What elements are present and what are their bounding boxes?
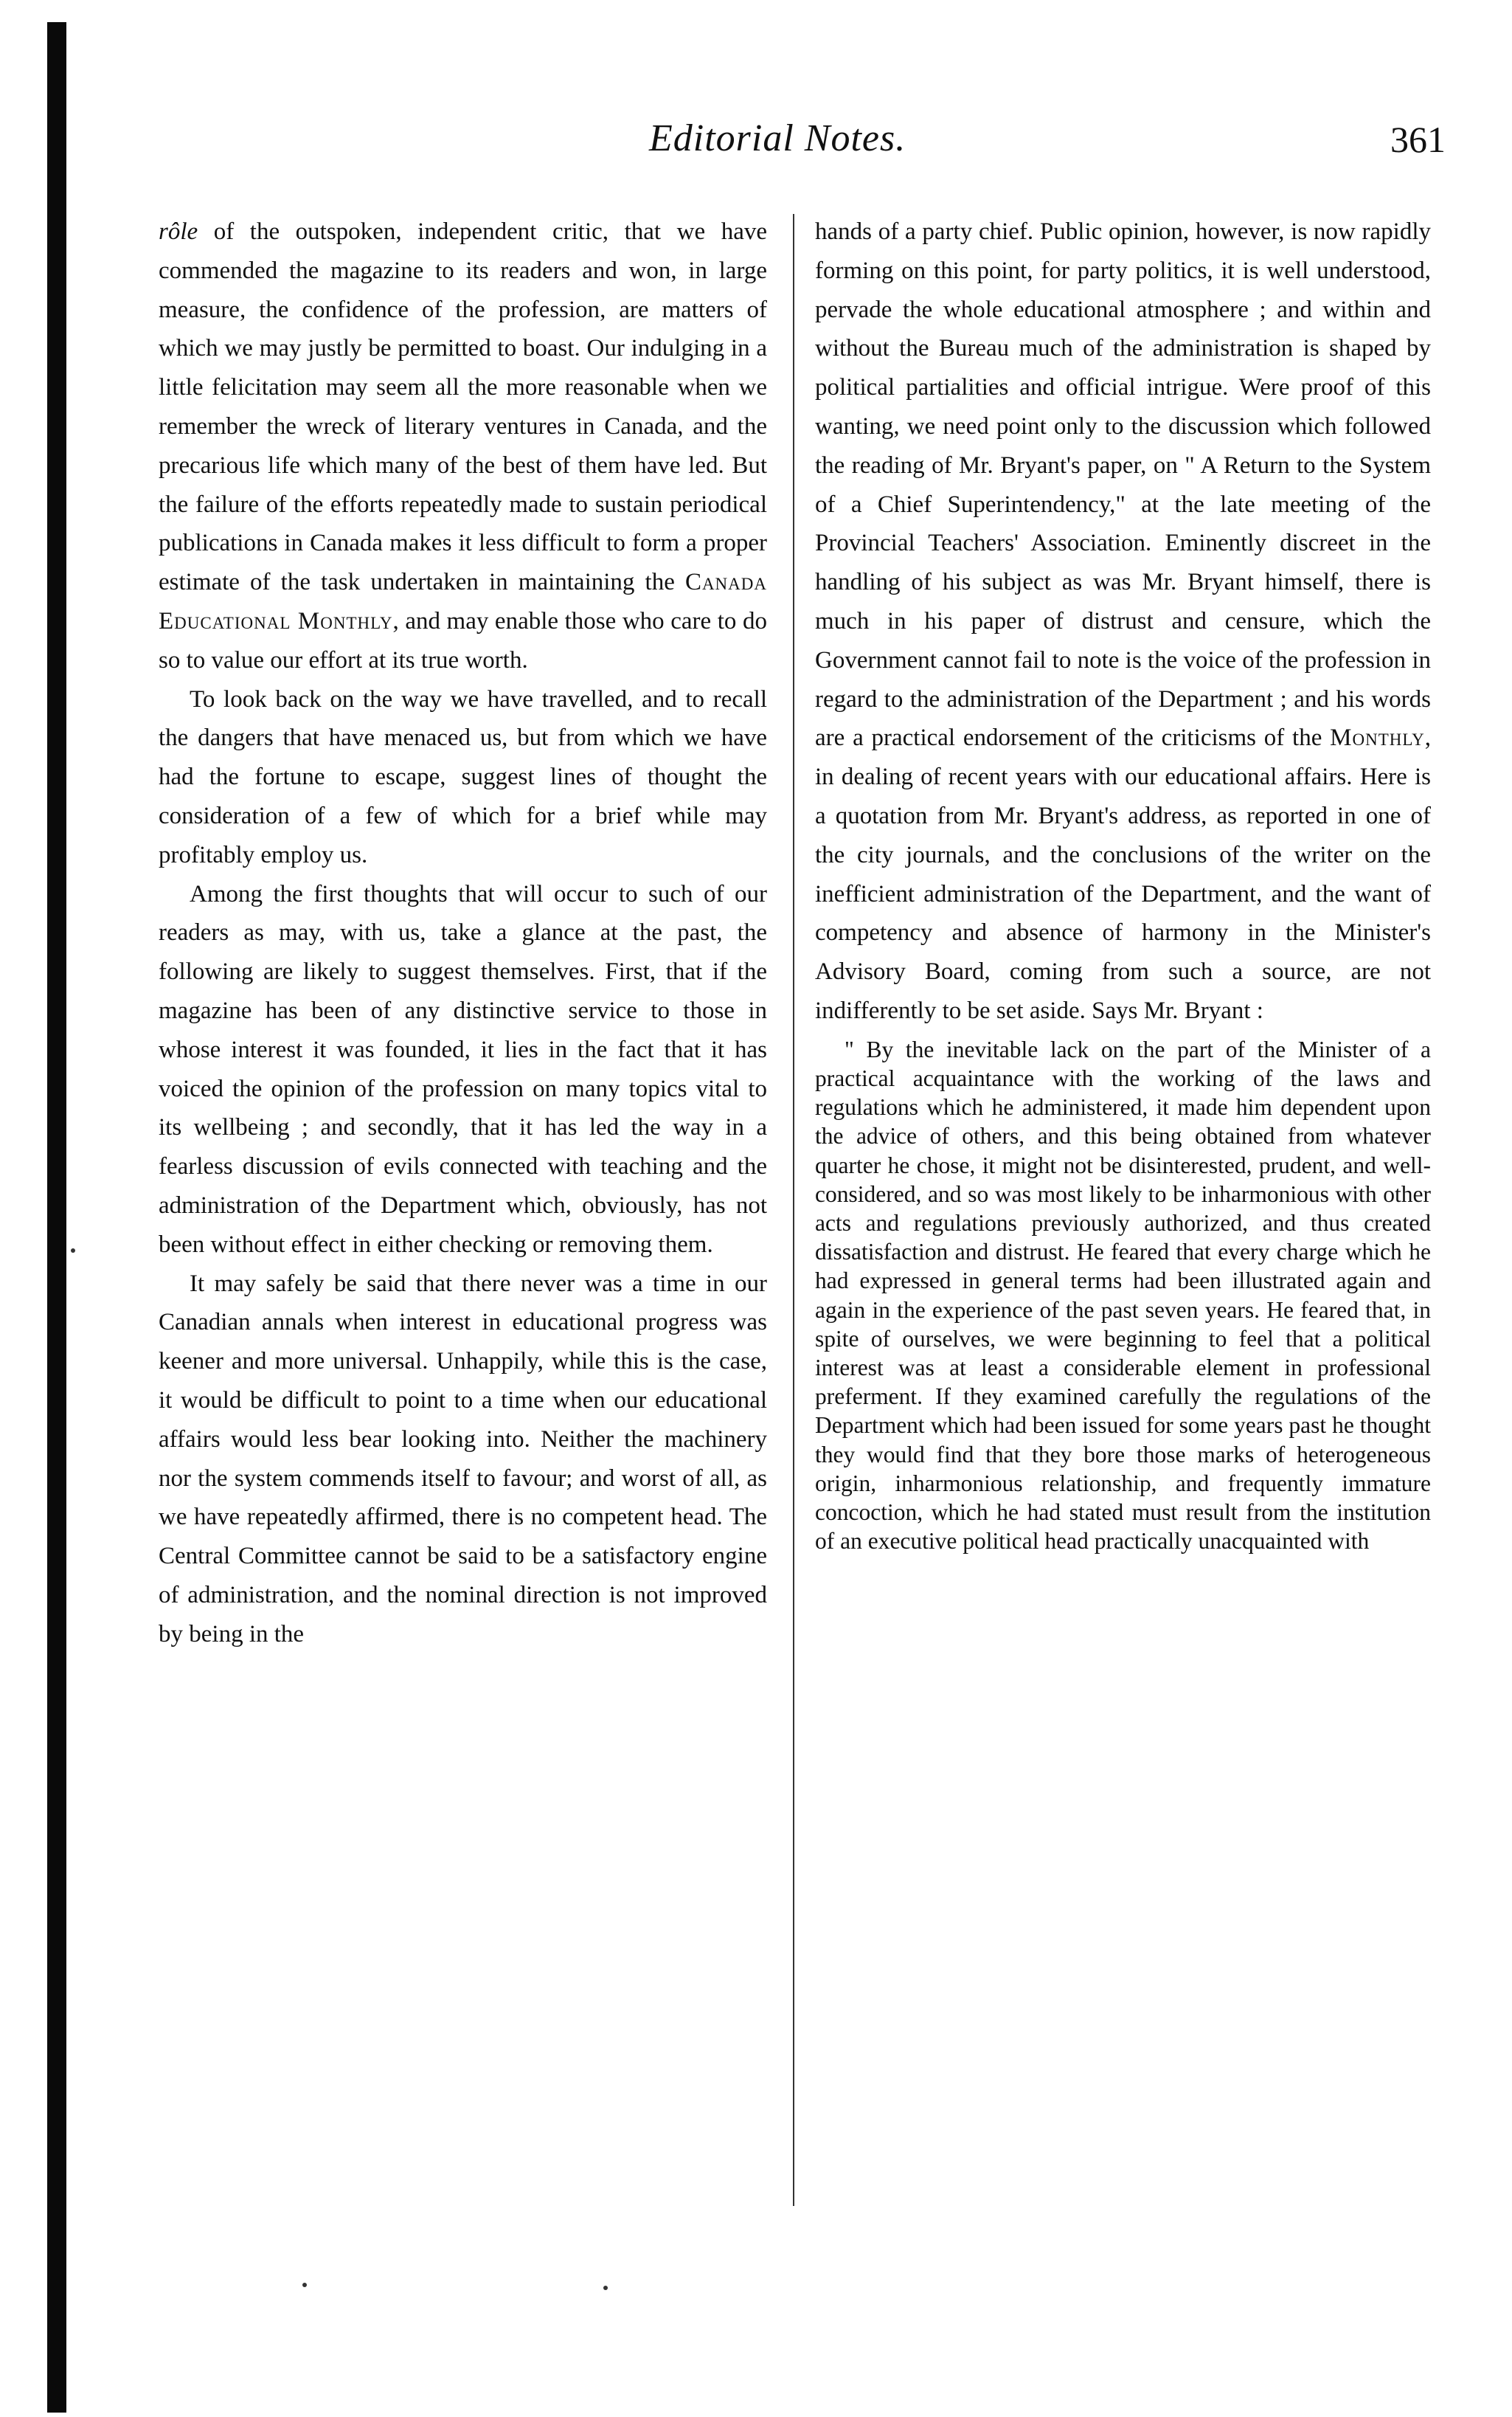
magazine-name: Canada Educational Monthly <box>159 569 767 634</box>
column-divider <box>793 214 794 2206</box>
print-speck <box>71 1248 75 1253</box>
italic-word: rôle <box>159 218 198 245</box>
paragraph-text: , and may enable those who care to do so to value our effort at its true worth. <box>159 607 767 674</box>
paragraph-text: hands of a party chief. Public opinion, however, is now rapidly forming on this point, for party politics, it is well understood, pervade the whole educational atmosphere ; and within and without the Bureau much of the administration is shaped by political partialities and official intrigue. Were proof of this wanting, we need point only to the discussion which followed the reading of Mr. Bryant's paper, on " A Return to the System of a Chief Superintendency," at the late meeting of the Provincial Teachers' Association. Eminently discreet in the handling of his subject as was Mr. Bryant himself, there is much in his paper of distrust and censure, which the Government cannot fail to note is the voice of the profession in regard to the administration of the Department ; and his words are a practical endorsement of the criticisms of the <box>815 218 1431 752</box>
print-speck <box>603 2286 608 2290</box>
running-head: Editorial Notes. <box>649 117 906 159</box>
right-column <box>815 212 1431 1555</box>
page-header <box>155 117 1446 176</box>
paragraph: Among the first thoughts that will occur to such of our readers as may, with us, take a glance at the past, the following are likely to suggest themselves. First, that if the magazine has been of any distinctive service to those in whose interest it was founded, it lies in the fact that it has voiced the opinion of the profession on many topics vital to its wellbeing ; and secondly, that it has led the way in a fearless discussion of evils connected with teaching and the administration of the Department which, obviously, has not been without effect in either checking or removing them. <box>159 880 767 1258</box>
paragraph: It may safely be said that there never was a time in our Canadian annals when interest in educational progress was keener and more universal. Unhappily, while this is the case, it would be difficult to point to a time when our educational affairs would less bear looking into. Neither the machinery nor the system commends itself to favour; and worst of all, as we have repeatedly affirmed, there is no competent head. The Central Committee cannot be said to be a satisfactory engine of administration, and the nominal direction is not improved by being in the <box>159 1270 767 1647</box>
magazine-name: Monthly <box>1330 725 1425 752</box>
paragraph-text: , in dealing of recent years with our educational affairs. Here is a quotation from Mr. Bryant's address, as reported in one of the city journals, and the conclusions of the writer on the inefficient administration of the Department, and the want of competency and absence of harmony in the Minister's Advisory Board, coming from such a source, are not indifferently to be set aside. Says Mr. Bryant : <box>815 725 1431 1024</box>
binding-edge <box>47 22 66 2413</box>
block-quote: " By the inevitable lack on the part of the Minister of a practical acquaintance with the working of the laws and regulations which he administered, it made him dependent upon the advice of others, and this being obtained from whatever quarter he chose, it might not be disinterested, prudent, and well-considered, and so was most likely to be inharmonious with other acts and regulations previously authorized, and thus created dissatisfaction and distrust. He feared that every charge which he had expressed in general terms had been illustrated again and again in the experience of the past seven years. He feared that, in spite of ourselves, we were beginning to feel that a political interest was at least a considerable element in professional preferment. If they examined carefully the regulations of the Department which had been issued for some years past he thought they would find that they bore those marks of heterogeneous origin, inharmonious relationship, and frequently immature concoction, which he had stated must result from the institution of an executive political head practically unacquainted with <box>815 1036 1431 1555</box>
paragraph-text: of the outspoken, independent critic, that we have commended the magazine to its readers and won, in large measure, the confidence of the profession, are matters of which we may justly be permitted to boast. Our indulging in a little felicitation may seem all the more reasonable when we remember the wreck of literary ventures in Canada, and the precarious life which many of the best of them have led. But the failure of the efforts repeatedly made to sustain periodical publications in Canada makes it less difficult to form a proper estimate of the task undertaken in maintaining the <box>159 218 767 596</box>
left-column <box>159 212 767 1653</box>
paragraph <box>159 212 767 680</box>
paragraph <box>815 212 1431 1031</box>
print-speck <box>302 2283 307 2287</box>
paragraph: To look back on the way we have travelled, and to recall the dangers that have menaced us, but from which we have had the fortune to escape, suggest lines of thought the consideration of a few of which for a brief while may profitably employ us. <box>159 685 767 868</box>
page-number: 361 <box>1390 119 1446 160</box>
